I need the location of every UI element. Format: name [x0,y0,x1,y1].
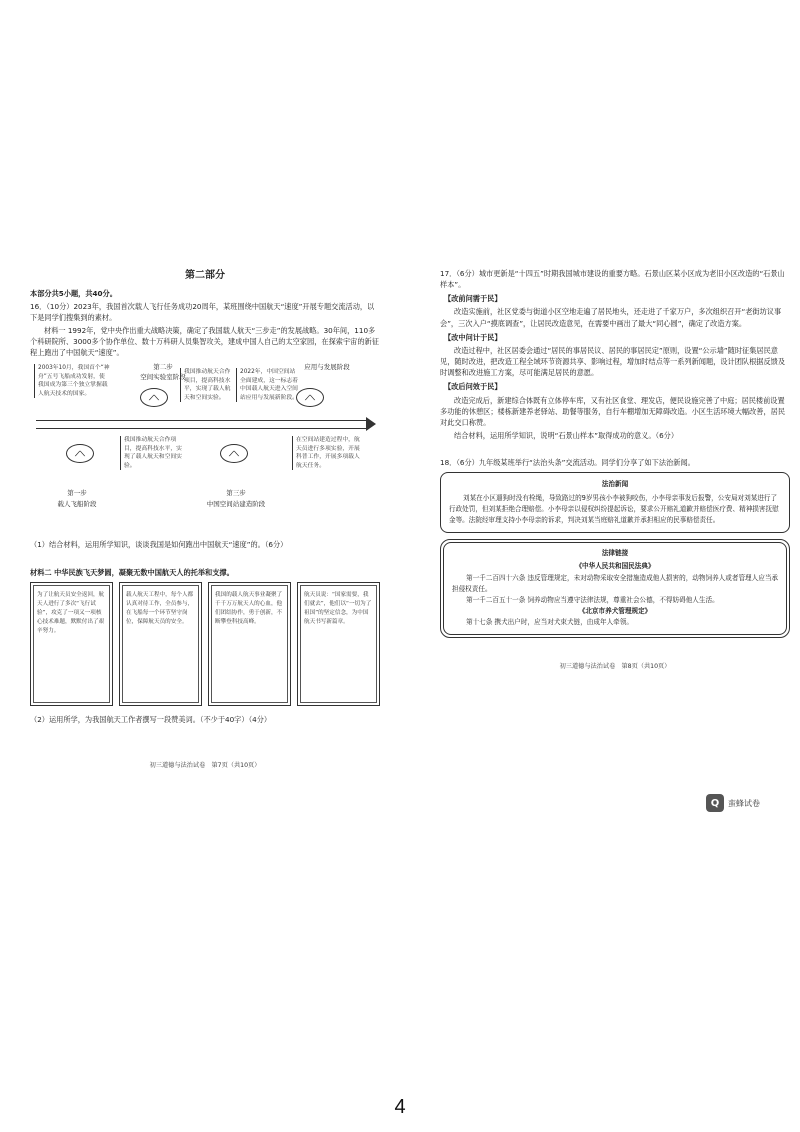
stage-1-title: 第一步 [67,489,87,498]
section-title: 第二部分 [185,270,225,281]
timeline-arrowhead [366,417,376,431]
section-text-1: 改造实施前，社区党委与街道小区空地走遍了居民地头，还走进了千家万户，多次组织召开“老街坊议事会”，三次入户“摸底调查”，让居民改造意见，在需要中画出了最大“同心圆”，确定了改造方案。 [440,307,782,328]
timeline-arrow [36,420,366,429]
civil-code-title: 《中华人民共和国民法典》 [575,562,655,571]
timeline-diagram [30,362,380,537]
page-number: 4 [394,1096,406,1118]
law-link-title: 法律链接 [601,549,629,558]
stage-2-title: 第二步 [153,363,173,372]
section-text-2: 改造过程中，社区居委会通过“居民的事居民议、居民的事居民定”原则，设置“公示墙”随时征集居民意见，随时改进，把改造工程全域环节资源共享、影响过程，增加时结点等一系列新闻题，设计团队根据反馈及时调整和改进施工方案，尽可能满足居民的意愿。 [440,345,786,378]
legal-news-box [440,472,790,533]
civil-code-article-2: 第一千二百五十一条 饲养动物应当遵守法律法规，尊重社会公德，不得妨碍他人生活。 [466,595,719,604]
question-16-text: 16．（10分）2023年，我国首次载人飞行任务成功20周年，某班围绕中国航天“速度”开展专题交流活动，以下是同学们搜集到的素材。 [30,301,375,322]
material-one: 材料一 1992年，党中央作出重大战略决策，确定了我国载人航天“三步走”的发展战略。30年间，110多个科研院所、3000多个协作单位、数十万科研人员集智攻关，建成中国人自己的太空家园，在探索宇宙的新征程上跑出了中国航天“速度”。 [30,325,379,358]
legal-news-title: 法治新闻 [601,480,629,489]
material-card-text: 我国的载人航天事业凝聚了千千万万航天人的心血，他们团结协作，勇于创新，不断攀登科技高峰。 [211,585,288,703]
section-bracket-3: 【改后问效于民】 [444,382,502,392]
watermark-label: 蛮蜂试卷 [728,798,760,808]
timeline-box-1: 2003年10月，我国首个“神舟”五号飞船成功发射，使我国成为第三个独立掌握载人航天技术的国家。 [34,364,110,398]
watermark [706,794,760,812]
material-card [208,582,291,706]
material-card-text: 航天员说：“国家需要，我们就去”，他们以“一切为了祖国”的坚定信念，为中国航天书写新篇章。 [300,585,377,703]
civil-code-article-1: 第一千二百四十六条 违反管理规定，未对动物采取安全措施造成他人损害的，动物饲养人或者管理人应当承担侵权责任。 [452,573,779,593]
right-page [440,268,790,671]
section-intro: 本部分共5小题，共40分。 [30,288,117,298]
material-two-cards [30,582,380,706]
dog-regulation-article: 第十七条 携犬出户时，应当对犬束犬链，由成年人牵领。 [466,618,633,627]
question-17-text: 17．（6分）城市更新是“十四五”时期我国城市建设的重要方略。石景山区某小区成为老旧小区改造的“石景山样本”。 [440,269,785,290]
timeline-box-4: 在空间站建造过程中，航天员进行多项实验，开展科普工作，开展多项载人航天任务。 [292,436,362,470]
timeline-box-2b: 我国推动航天合作项目，提高科技水平，实现了载人航天和空间实验。 [120,436,182,470]
stage-3-subtitle: 中国空间站建造阶段 [206,500,266,509]
timeline-box-2: 我国推动航天合作项目，提高科技水平，实现了载人航天和空间实验。 [180,368,236,402]
left-page [30,268,380,771]
stage-3-title: 第三步 [226,489,246,498]
watermark-logo-icon: Q [706,794,724,812]
question-17-task: 结合材料，运用所学知识，说明“石景山样本”取得成功的意义。（6分） [454,431,679,441]
stage-2-subtitle: 空间实验室阶段 [140,373,186,382]
stage-1-subtitle: 载人飞船阶段 [57,500,97,509]
question-16-1: （1）结合材料，运用所学知识，谈谈我国是如何跑出中国航天“速度”的。（6分） [30,540,288,550]
material-two: 材料二 中华民族飞天梦圆，凝聚无数中国航天人的托举和支撑。 [30,567,234,577]
space-logo-icon: ⟋⟍ [220,444,248,463]
right-page-footer: 初三道德与法治试卷 第8页（共10页） [559,662,671,670]
left-page-footer: 初三道德与法治试卷 第7页（共10页） [149,761,261,769]
section-bracket-1: 【改前问需于民】 [444,294,502,304]
material-card [30,582,113,706]
dog-regulation-title: 《北京市养犬管理规定》 [578,607,652,616]
section-text-3: 改造完成后，新建综合体既有立体停车库，又有社区食堂、理发店，便民设施完善了中庭；居民楼前设置多功能的休憩区；楼栋新建养老驿站、助餐等服务，自行车棚增加无障碍改造。小区生活环境大幅改善，居民对此交口称赞。 [440,395,786,427]
space-logo-icon: ⟋⟍ [140,388,168,407]
law-link-box [440,539,790,637]
material-card [119,582,202,706]
section-bracket-2: 【改中问计于民】 [444,332,502,342]
stage-4-title: 应用与发展阶段 [304,363,350,372]
material-card-text: 载人航天工程中，每个人都认真对待工作，全员参与，在飞船每一个环节坚守岗位，保障航天员的安全。 [122,585,199,703]
material-card-text: 为了让航天员安全返回，航天人进行了多次“飞行试验”，攻克了一项又一项核心技术难题，默默付出了艰辛努力。 [33,585,110,703]
question-18-text: 18．（6分）九年级某班举行“法治头条”交流活动。同学们分享了如下法治新闻。 [440,458,695,468]
legal-news-text: 刘某在小区遛狗时没有栓绳，导致路过的9岁男孩小李被狗咬伤，小李母亲事发后报警，公安局对刘某进行了行政处罚，但刘某拒绝合理赔偿。小李母亲以侵权纠纷提起诉讼，要求公开赔礼道歉并赔偿医疗费、精神损害抚慰金等。法院经审理支持小李母亲的诉求，判决刘某当庭赔礼道歉并承担相应的民事赔偿责任。 [449,493,779,524]
material-card [297,582,380,706]
timeline-box-3: 2022年，中国空间站全面建成，这一标志着中国载人航天进入空间站应用与发展新阶段。 [236,368,298,402]
space-logo-icon: ⟋⟍ [296,388,324,407]
question-16-2: （2）运用所学，为我国航天工作者撰写一段赞美词。（不少于40字）（4分） [30,714,272,724]
space-logo-icon: ⟋⟍ [66,444,94,463]
